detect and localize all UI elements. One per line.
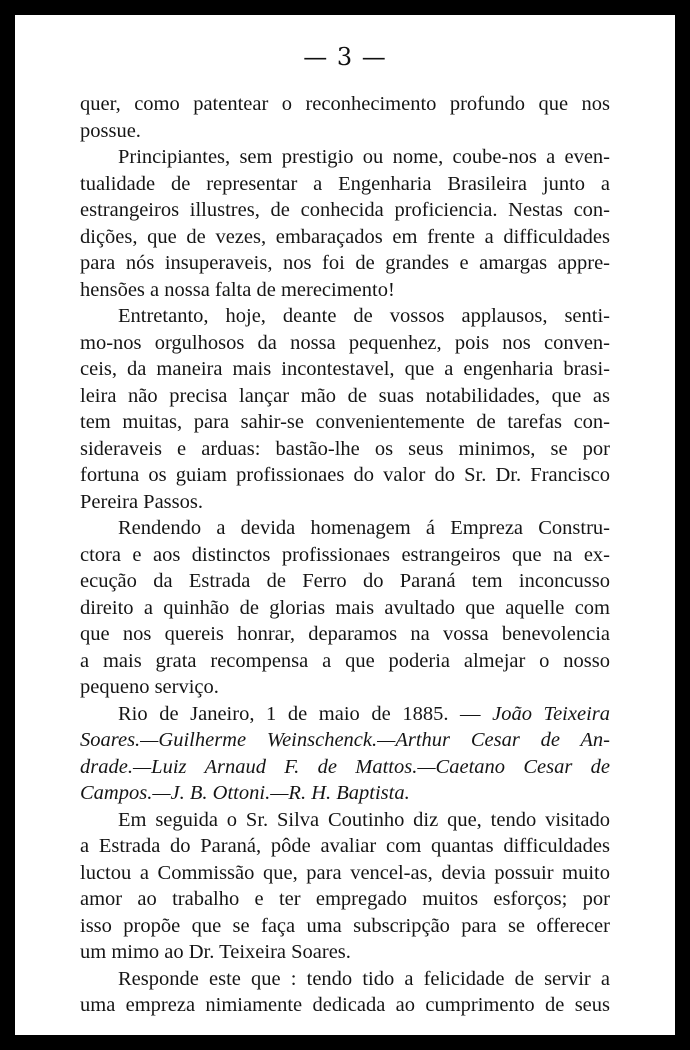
line-text: possue. (80, 119, 141, 142)
text-line (80, 727, 610, 754)
text-line (80, 144, 610, 171)
text-line (80, 860, 610, 887)
text-line (80, 356, 610, 383)
text-line (80, 780, 610, 807)
line-text: direito a quinhão de glorias mais avultado que aquelle com (80, 596, 610, 619)
line-text: um mimo ao Dr. Teixeira Soares. (80, 941, 351, 963)
text-line (80, 277, 610, 304)
line-text: ceis, da maneira mais incontestavel, que a engenharia brasi- (80, 358, 610, 380)
line-text: mo-nos orgulhosos da nossa pequenhez, pois nos conven- (80, 331, 610, 354)
line-text: sideraveis e arduas: bastão-lhe os seus minimos, se por (80, 437, 610, 460)
line-text: isso propõe que se faça uma subscripção para se offerecer (80, 914, 610, 937)
line-text: para nós insuperaveis, nos foi de grandes e amargas appre- (80, 252, 610, 274)
line-text: ecução da Estrada de Ferro do Paraná tem inconcusso (80, 570, 610, 592)
text-line (80, 197, 610, 224)
text-line (80, 913, 610, 940)
text-line (80, 383, 610, 410)
text-line (80, 648, 610, 675)
line-text: Principiantes, sem prestigio ou nome, coube-nos a even- (118, 146, 610, 168)
line-text: a mais grata recompensa a que poderia almejar o nosso (80, 649, 610, 672)
line-text: tem muitas, para sahir-se convenientemente de tarefas con- (80, 411, 610, 433)
text-line (80, 568, 610, 595)
text-line (80, 462, 610, 489)
line-text: Entretanto, hoje, deante de vossos applausos, senti- (118, 305, 610, 327)
text-line (80, 833, 610, 860)
line-text: Em seguida o Sr. Silva Coutinho diz que, tendo visitado (118, 808, 610, 831)
text-line (80, 91, 610, 118)
page-number: — 3 — (303, 43, 387, 71)
body-text (80, 91, 610, 1019)
document-page (15, 15, 675, 1035)
text-line (80, 621, 610, 648)
text-line (80, 489, 610, 516)
line-italic-text: João Teixeira (492, 702, 610, 725)
line-italic-text: Campos.—J. B. Ottoni.—R. H. Baptista. (80, 782, 410, 804)
line-text: que nos quereis honrar, deparamos na vossa benevolencia (80, 623, 610, 645)
text-line (80, 224, 610, 251)
text-line (80, 595, 610, 622)
text-line (80, 992, 610, 1019)
text-line (80, 436, 610, 463)
line-text: Pereira Passos. (80, 490, 203, 513)
line-text: pequeno serviço. (80, 676, 219, 698)
line-text: leira não precisa lançar mão de suas notabilidades, que as (80, 384, 610, 407)
line-text: estrangeiros illustres, de conhecida proficiencia. Nestas con- (80, 199, 610, 221)
text-line (80, 542, 610, 569)
line-text: Responde este que : tendo tido a felicidade de servir a (118, 967, 610, 990)
line-text: Rendendo a devida homenagem á Empreza Constru- (118, 517, 610, 539)
line-text: Rio de Janeiro, 1 de maio de 1885. — (118, 702, 493, 725)
line-italic-text: drade.—Luiz Arnaud F. de Mattos.—Caetano Cesar de (80, 755, 610, 778)
line-text: hensões a nossa falta de merecimento! (80, 278, 395, 301)
text-line (80, 807, 610, 834)
text-line (80, 118, 610, 145)
text-line (80, 303, 610, 330)
text-line (80, 939, 610, 966)
line-text: uma empreza nimiamente dedicada ao cumprimento de seus (80, 994, 610, 1016)
line-italic-text: Soares.—Guilherme Weinschenck.—Arthur Cesar de An- (80, 729, 610, 751)
text-line (80, 515, 610, 542)
line-text: fortuna os guiam profissionaes do valor do Sr. Dr. Francisco (80, 464, 610, 486)
line-text: luctou a Commissão que, para vencel-as, devia possuir muito (80, 861, 610, 884)
text-line (80, 966, 610, 993)
line-text: ctora e aos distinctos profissionaes estrangeiros que na ex- (80, 543, 610, 566)
text-line (80, 330, 610, 357)
text-line (80, 701, 610, 728)
text-line (80, 886, 610, 913)
line-text: dições, que de vezes, embaraçados em frente a difficuldades (80, 225, 610, 248)
text-line (80, 250, 610, 277)
line-text: amor ao trabalho e ter empregado muitos esforços; por (80, 888, 610, 910)
text-line (80, 409, 610, 436)
line-text: tualidade de representar a Engenharia Brasileira junto a (80, 172, 610, 195)
line-text: quer, como patentear o reconhecimento profundo que nos (80, 93, 610, 115)
text-line (80, 171, 610, 198)
text-line (80, 674, 610, 701)
text-line (80, 754, 610, 781)
line-text: a Estrada do Paraná, pôde avaliar com quantas difficuldades (80, 835, 610, 857)
